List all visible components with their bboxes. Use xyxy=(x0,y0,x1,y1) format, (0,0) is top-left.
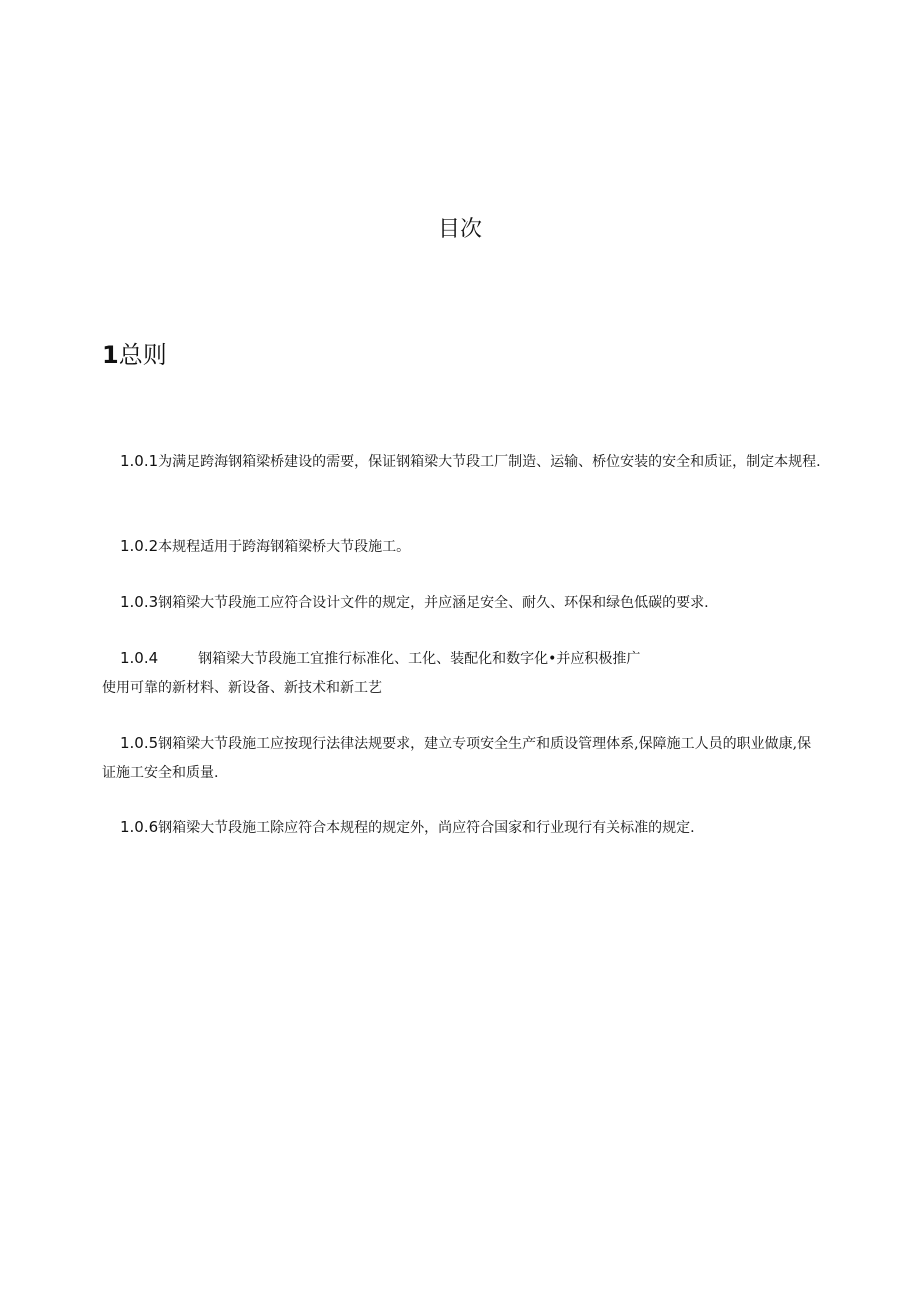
chapter-heading xyxy=(102,338,167,372)
clause-1-0-5 xyxy=(102,729,822,788)
page-title: 目次 xyxy=(437,217,482,242)
clause-number: 1.0.1 xyxy=(120,452,159,470)
clause-1-0-4 xyxy=(102,644,822,703)
clause-1-0-2 xyxy=(102,532,822,562)
clause-number: 1.0.2 xyxy=(120,537,159,555)
clause-number: 1.0.5 xyxy=(120,734,159,752)
chapter-number: 1 xyxy=(102,341,119,369)
clause-1-0-3 xyxy=(102,588,822,618)
clause-number: 1.0.6 xyxy=(120,818,159,836)
clause-1-0-1 xyxy=(102,447,822,477)
clause-number: 1.0.4 xyxy=(120,649,159,667)
clause-text-line-1: 钢箱梁大节段施工宜推行标准化、工化、装配化和数字化•并应积极推广 xyxy=(198,651,641,667)
clause-number: 1.0.3 xyxy=(120,593,159,611)
clause-1-0-6 xyxy=(102,813,822,843)
clause-text: 钢箱梁大节段施工应按现行法律法规要求，建立专项安全生产和质设管理体系,保障施工人员的职业做康,保证施工安全和质量. xyxy=(102,736,812,781)
clause-text-line-2: 使用可靠的新材料、新设备、新技术和新工艺 xyxy=(102,680,382,696)
clause-text: 本规程适用于跨海钢箱梁桥大节段施工。 xyxy=(158,539,411,555)
clause-text: 钢箱梁大节段施工应符合设计文件的规定，并应涵足安全、耐久、环保和绿色低碳的要求. xyxy=(158,595,709,611)
clause-text: 为满足跨海钢箱梁桥建设的需要，保证钢箱梁大节段工厂制造、运输、桥位安装的安全和质证，制定本规程. xyxy=(158,454,821,470)
chapter-title: 总则 xyxy=(118,341,167,369)
clause-text: 钢箱梁大节段施工除应符合本规程的规定外，尚应符合国家和行业现行有关标准的规定. xyxy=(158,820,695,836)
